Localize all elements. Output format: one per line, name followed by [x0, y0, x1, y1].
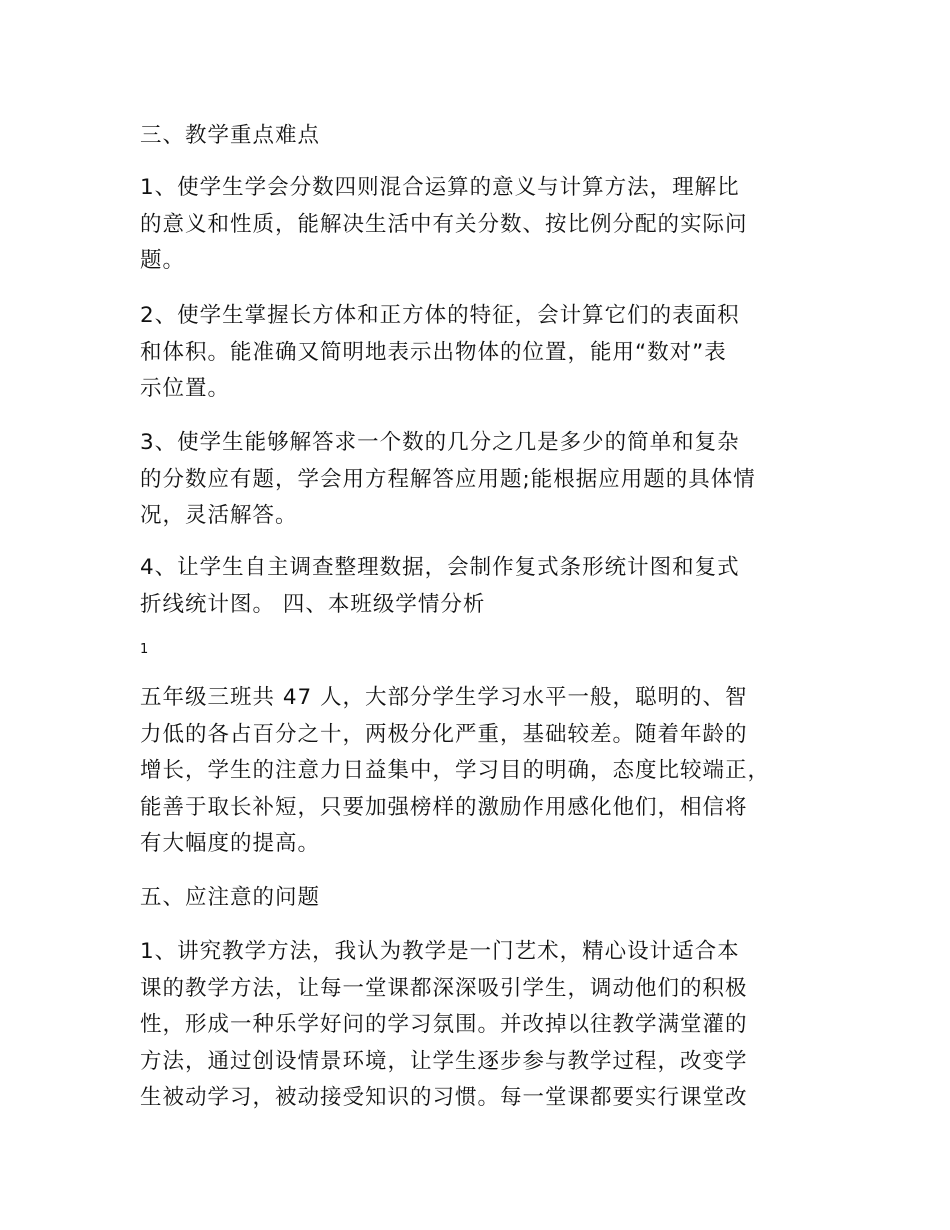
paragraph-item-3 [140, 425, 830, 535]
text-line: 性，形成一种乐学好问的学习氛围。并改掉以往教学满堂灌的 [140, 1012, 748, 1037]
text-line: 力低的各占百分之十，两极分化严重，基础较差。随着年龄的 [140, 721, 748, 747]
text-line: 1、使学生学会分数四则混合运算的意义与计算方法，理解比 [140, 175, 740, 200]
paragraph-item-4 [140, 550, 830, 623]
text-line: 和体积。能准确又简明地表示出物体的位置，能用“数对”表 [140, 339, 727, 365]
paragraph-item-2 [140, 298, 830, 408]
section-heading-3: 三、教学重点难点 [140, 123, 321, 148]
paragraph-class-analysis [140, 680, 830, 863]
paragraph-item-5-1 [140, 934, 830, 1117]
paragraph-item-1 [140, 170, 830, 280]
text-line: 3、使学生能够解答求一个数的几分之几是多少的简单和复杂 [140, 430, 740, 455]
section-heading-5: 五、应注意的问题 [140, 885, 321, 910]
text-line: 4、让学生自主调查整理数据，会制作复式条形统计图和复式 [140, 555, 740, 580]
text-line: 1、讲究教学方法，我认为教学是一门艺术，精心设计适合本 [140, 939, 740, 964]
text-line: 的意义和性质，能解决生活中有关分数、按比例分配的实际问 [140, 211, 748, 237]
text-line: 有大幅度的提高。 [140, 831, 321, 856]
text-line: 能善于取长补短，只要加强榜样的激励作用感化他们，相信将 [140, 794, 748, 820]
text-line: 示位置。 [140, 376, 231, 401]
text-line: 增长，学生的注意力日益集中，学习目的明确，态度比较端正， [140, 758, 771, 783]
text-line: 况，灵活解答。 [140, 503, 298, 528]
text-line: 生被动学习，被动接受知识的习惯。每一堂课都要实行课堂改 [140, 1085, 748, 1110]
text-line: 的分数应有题，学会用方程解答应用题;能根据应用题的具体情 [140, 466, 756, 492]
page-number: 1 [140, 642, 149, 657]
text-line: 2、使学生掌握长方体和正方体的特征，会计算它们的表面积 [140, 303, 740, 328]
text-line: 题。 [140, 248, 186, 273]
text-line: 课的教学方法，让每一堂课都深深吸引学生，调动他们的积极 [140, 975, 748, 1001]
text-line: 方法，通过创设情景环境，让学生逐步参与教学过程，改变学 [140, 1048, 748, 1074]
text-line: 折线统计图。 四、本班级学情分析 [140, 591, 486, 617]
text-line: 五年级三班共 47 人，大部分学生学习水平一般，聪明的、智 [140, 685, 748, 710]
